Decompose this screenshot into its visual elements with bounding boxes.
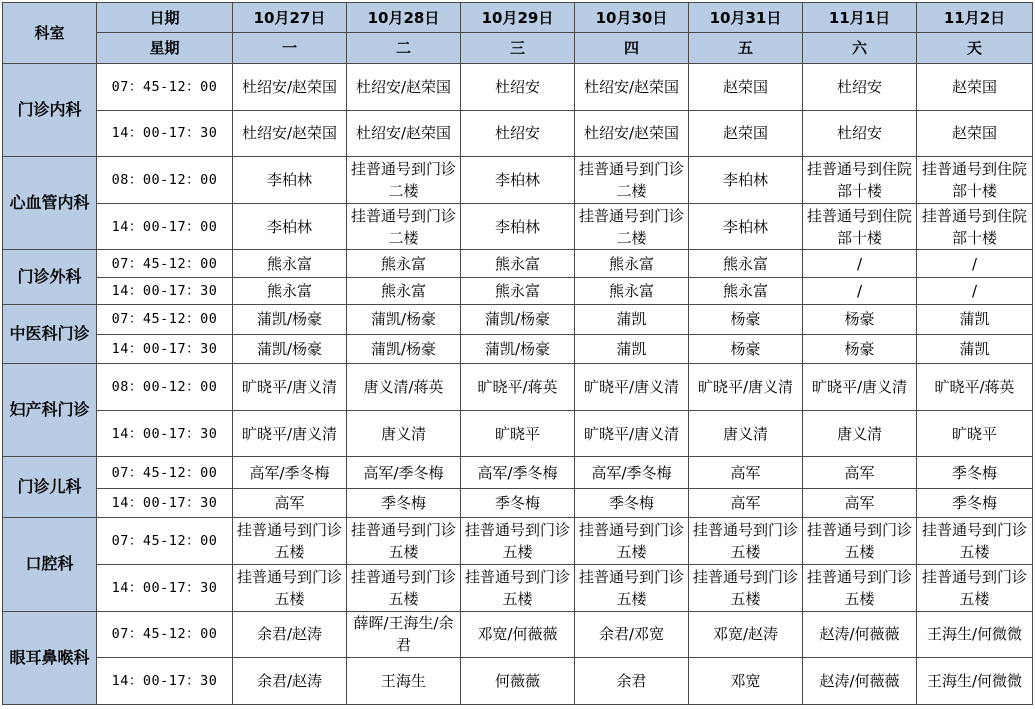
doctor-cell: 赵荣国 — [689, 110, 803, 157]
doctor-cell: 杜绍安/赵荣国 — [575, 63, 689, 110]
date-header: 10月28日 — [347, 3, 461, 33]
doctor-cell: 杜绍安/赵荣国 — [233, 110, 347, 157]
weekday-header: 五 — [689, 33, 803, 63]
doctor-cell: 邓宽/赵涛 — [689, 611, 803, 658]
shift-time: 14：00-17：30 — [97, 277, 233, 304]
doctor-cell: 挂普通号到门诊二楼 — [575, 157, 689, 204]
doctor-cell: 季冬梅 — [917, 488, 1033, 517]
schedule-row — [3, 364, 1033, 411]
doctor-cell: 王海生 — [347, 658, 461, 705]
doctor-cell: 挂普通号到门诊五楼 — [347, 518, 461, 565]
doctor-cell: 余君/赵涛 — [233, 611, 347, 658]
doctor-cell: 杜绍安/赵荣国 — [233, 63, 347, 110]
doctor-cell: 赵荣国 — [917, 63, 1033, 110]
doctor-cell: 唐义清/蒋英 — [347, 364, 461, 411]
doctor-cell: 杨豪 — [803, 305, 917, 334]
weekday-header: 天 — [917, 33, 1033, 63]
doctor-cell: 蒲凯/杨豪 — [233, 334, 347, 363]
doctor-cell: 杜绍安 — [803, 110, 917, 157]
doctor-cell: 高军/季冬梅 — [347, 457, 461, 488]
schedule-row — [3, 488, 1033, 517]
doctor-cell: / — [917, 250, 1033, 277]
doctor-cell: 熊永富 — [689, 277, 803, 304]
department-name: 门诊内科 — [3, 63, 97, 156]
weekday-header: 三 — [461, 33, 575, 63]
doctor-cell: 蒲凯 — [917, 305, 1033, 334]
doctor-cell: 李柏林 — [461, 203, 575, 250]
doctor-cell: 蒲凯/杨豪 — [461, 305, 575, 334]
doctor-cell: 唐义清 — [689, 410, 803, 457]
doctor-cell: 挂普通号到门诊五楼 — [233, 518, 347, 565]
doctor-cell: 薛晖/王海生/余君 — [347, 611, 461, 658]
shift-time: 07：45-12：00 — [97, 63, 233, 110]
doctor-cell: 蒲凯 — [575, 334, 689, 363]
schedule-row — [3, 63, 1033, 110]
doctor-cell: 熊永富 — [347, 277, 461, 304]
doctor-cell: 蒲凯/杨豪 — [347, 334, 461, 363]
doctor-cell: 李柏林 — [689, 157, 803, 204]
doctor-cell: 李柏林 — [689, 203, 803, 250]
doctor-cell: 季冬梅 — [461, 488, 575, 517]
doctor-cell: 杜绍安 — [461, 63, 575, 110]
doctor-cell: 旷晓平/唐义清 — [575, 364, 689, 411]
date-header: 10月27日 — [233, 3, 347, 33]
shift-time: 07：45-12：00 — [97, 518, 233, 565]
doctor-cell: 挂普通号到门诊五楼 — [917, 564, 1033, 611]
schedule-row — [3, 277, 1033, 304]
weekday-label-header: 星期 — [97, 33, 233, 63]
doctor-cell: 杜绍安 — [461, 110, 575, 157]
department-name: 门诊儿科 — [3, 457, 97, 518]
doctor-cell: 挂普通号到住院部十楼 — [917, 203, 1033, 250]
doctor-cell: / — [917, 277, 1033, 304]
weekday-header: 四 — [575, 33, 689, 63]
doctor-cell: 杜绍安/赵荣国 — [347, 63, 461, 110]
doctor-cell: 李柏林 — [461, 157, 575, 204]
weekday-header: 二 — [347, 33, 461, 63]
date-header: 11月1日 — [803, 3, 917, 33]
shift-time: 14：00-17：30 — [97, 564, 233, 611]
doctor-cell: 蒲凯/杨豪 — [347, 305, 461, 334]
shift-time: 07：45-12：00 — [97, 611, 233, 658]
doctor-cell: 挂普通号到门诊五楼 — [233, 564, 347, 611]
doctor-cell: 杜绍安/赵荣国 — [575, 110, 689, 157]
schedule-row — [3, 457, 1033, 488]
department-name: 心血管内科 — [3, 157, 97, 250]
doctor-cell: 高军/季冬梅 — [233, 457, 347, 488]
doctor-cell: 赵涛/何薇薇 — [803, 611, 917, 658]
weekday-header: 一 — [233, 33, 347, 63]
doctor-cell: 旷晓平 — [461, 410, 575, 457]
date-header: 10月30日 — [575, 3, 689, 33]
schedule-row — [3, 518, 1033, 565]
doctor-cell: 熊永富 — [689, 250, 803, 277]
doctor-cell: 挂普通号到住院部十楼 — [803, 157, 917, 204]
schedule-row — [3, 250, 1033, 277]
doctor-cell: 高军 — [803, 457, 917, 488]
doctor-cell: 熊永富 — [347, 250, 461, 277]
doctor-cell: 邓宽 — [689, 658, 803, 705]
doctor-cell: 邓宽/何薇薇 — [461, 611, 575, 658]
doctor-cell: 高军 — [689, 488, 803, 517]
shift-time: 07：45-12：00 — [97, 250, 233, 277]
schedule-row — [3, 564, 1033, 611]
doctor-cell: 旷晓平/蒋英 — [461, 364, 575, 411]
doctor-cell: 挂普通号到门诊五楼 — [575, 518, 689, 565]
doctor-cell: 挂普通号到门诊五楼 — [461, 518, 575, 565]
doctor-cell: 季冬梅 — [575, 488, 689, 517]
doctor-cell: 挂普通号到门诊五楼 — [803, 518, 917, 565]
date-header: 10月29日 — [461, 3, 575, 33]
department-name: 妇产科门诊 — [3, 364, 97, 457]
doctor-cell: 熊永富 — [575, 277, 689, 304]
shift-time: 14：00-17：00 — [97, 203, 233, 250]
department-name: 门诊外科 — [3, 250, 97, 305]
doctor-cell: 季冬梅 — [917, 457, 1033, 488]
doctor-cell: 余君 — [575, 658, 689, 705]
doctor-cell: 李柏林 — [233, 203, 347, 250]
doctor-cell: 旷晓平/唐义清 — [233, 410, 347, 457]
doctor-cell: 余君/赵涛 — [233, 658, 347, 705]
doctor-cell: 王海生/何微微 — [917, 611, 1033, 658]
doctor-cell: 高军/季冬梅 — [461, 457, 575, 488]
schedule-row — [3, 305, 1033, 334]
doctor-cell: 杨豪 — [803, 334, 917, 363]
shift-time: 08：00-12：00 — [97, 157, 233, 204]
schedule-row — [3, 110, 1033, 157]
doctor-cell: 旷晓平/唐义清 — [233, 364, 347, 411]
doctor-cell: 熊永富 — [233, 277, 347, 304]
doctor-cell: 挂普通号到门诊二楼 — [347, 203, 461, 250]
doctor-cell: 挂普通号到门诊五楼 — [461, 564, 575, 611]
doctor-cell: 赵荣国 — [689, 63, 803, 110]
shift-time: 14：00-17：30 — [97, 488, 233, 517]
doctor-cell: 季冬梅 — [347, 488, 461, 517]
weekday-header: 六 — [803, 33, 917, 63]
date-header: 10月31日 — [689, 3, 803, 33]
doctor-cell: 挂普通号到门诊五楼 — [689, 564, 803, 611]
doctor-cell: 挂普通号到门诊二楼 — [347, 157, 461, 204]
doctor-cell: 蒲凯/杨豪 — [233, 305, 347, 334]
doctor-cell: 挂普通号到门诊五楼 — [803, 564, 917, 611]
doctor-cell: 赵涛/何薇薇 — [803, 658, 917, 705]
date-label-header: 日期 — [97, 3, 233, 33]
schedule-row — [3, 611, 1033, 658]
doctor-cell: 杨豪 — [689, 305, 803, 334]
shift-time: 08：00-12：00 — [97, 364, 233, 411]
doctor-cell: 高军 — [233, 488, 347, 517]
schedule-row — [3, 658, 1033, 705]
date-header: 11月2日 — [917, 3, 1033, 33]
doctor-cell: 杜绍安/赵荣国 — [347, 110, 461, 157]
doctor-cell: / — [803, 277, 917, 304]
doctor-cell: 蒲凯 — [575, 305, 689, 334]
doctor-cell: 熊永富 — [461, 277, 575, 304]
shift-time: 14：00-17：30 — [97, 334, 233, 363]
doctor-cell: 旷晓平/蒋英 — [917, 364, 1033, 411]
schedule-body — [3, 3, 1033, 705]
doctor-cell: 挂普通号到门诊五楼 — [347, 564, 461, 611]
department-name: 中医科门诊 — [3, 305, 97, 364]
doctor-cell: 高军/季冬梅 — [575, 457, 689, 488]
department-name: 眼耳鼻喉科 — [3, 611, 97, 705]
doctor-cell: 唐义清 — [347, 410, 461, 457]
doctor-cell: 挂普通号到门诊五楼 — [689, 518, 803, 565]
doctor-cell: / — [803, 250, 917, 277]
doctor-cell: 何薇薇 — [461, 658, 575, 705]
doctor-cell: 挂普通号到住院部十楼 — [803, 203, 917, 250]
schedule-row — [3, 334, 1033, 363]
shift-time: 07：45-12：00 — [97, 305, 233, 334]
doctor-cell: 旷晓平/唐义清 — [803, 364, 917, 411]
header-row-dates — [3, 3, 1033, 33]
doctor-cell: 杨豪 — [689, 334, 803, 363]
doctor-cell: 挂普通号到门诊五楼 — [917, 518, 1033, 565]
doctor-cell: 余君/邓宽 — [575, 611, 689, 658]
doctor-cell: 熊永富 — [233, 250, 347, 277]
dept-column-header: 科室 — [3, 3, 97, 64]
doctor-cell: 赵荣国 — [917, 110, 1033, 157]
doctor-cell: 熊永富 — [575, 250, 689, 277]
shift-time: 14：00-17：30 — [97, 110, 233, 157]
shift-time: 14：00-17：30 — [97, 658, 233, 705]
doctor-cell: 旷晓平/唐义清 — [689, 364, 803, 411]
doctor-cell: 李柏林 — [233, 157, 347, 204]
doctor-cell: 挂普通号到住院部十楼 — [917, 157, 1033, 204]
doctor-cell: 挂普通号到门诊五楼 — [575, 564, 689, 611]
schedule-row — [3, 157, 1033, 204]
doctor-cell: 旷晓平 — [917, 410, 1033, 457]
doctor-cell: 蒲凯 — [917, 334, 1033, 363]
doctor-cell: 蒲凯/杨豪 — [461, 334, 575, 363]
doctor-cell: 王海生/何微微 — [917, 658, 1033, 705]
doctor-cell: 挂普通号到门诊二楼 — [575, 203, 689, 250]
schedule-row — [3, 203, 1033, 250]
duty-schedule-table — [2, 2, 1033, 705]
doctor-cell: 唐义清 — [803, 410, 917, 457]
shift-time: 07：45-12：00 — [97, 457, 233, 488]
header-row-weekdays — [3, 33, 1033, 63]
schedule-row — [3, 410, 1033, 457]
department-name: 口腔科 — [3, 518, 97, 611]
shift-time: 14：00-17：30 — [97, 410, 233, 457]
doctor-cell: 高军 — [689, 457, 803, 488]
doctor-cell: 高军 — [803, 488, 917, 517]
doctor-cell: 杜绍安 — [803, 63, 917, 110]
doctor-cell: 熊永富 — [461, 250, 575, 277]
doctor-cell: 旷晓平/唐义清 — [575, 410, 689, 457]
